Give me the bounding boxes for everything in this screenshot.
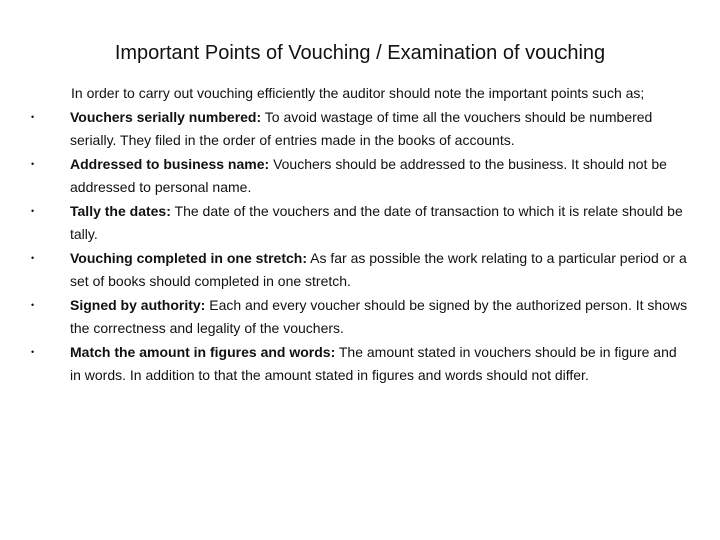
point-heading: Match the amount in figures and words:	[70, 343, 336, 360]
list-item	[26, 294, 690, 341]
point-text: The amount stated in vouchers should be in figure and in words. In addition to that the amount stated in figures and words should not differ.	[70, 343, 677, 383]
point-heading: Addressed to business name:	[70, 155, 270, 172]
list-item	[26, 247, 690, 294]
list-item	[26, 341, 690, 388]
intro-paragraph: In order to carry out vouching efficiently the auditor should note the important points such as;	[71, 85, 645, 101]
bullet-icon: •	[31, 252, 35, 263]
point-heading: Signed by authority:	[70, 296, 206, 313]
point-text: Vouchers should be addressed to the business. It should not be addressed to personal name.	[70, 155, 667, 195]
bullet-icon: •	[31, 158, 35, 169]
bullet-icon: •	[31, 346, 35, 357]
point-heading: Tally the dates:	[70, 202, 171, 219]
list-item	[26, 106, 690, 153]
slide-title: Important Points of Vouching / Examination of vouching	[114, 42, 606, 64]
list-item	[26, 200, 690, 247]
point-text: The date of the vouchers and the date of transaction to which it is relate should be tally.	[70, 202, 683, 242]
bullet-icon: •	[31, 205, 35, 216]
bullet-icon: •	[31, 111, 35, 122]
point-text: To avoid wastage of time all the vouchers should be numbered serially. They filed in the order of entries made in the books of accounts.	[70, 108, 653, 148]
bullet-icon: •	[31, 299, 35, 310]
points-list	[26, 106, 690, 388]
list-item	[26, 153, 690, 200]
point-heading: Vouching completed in one stretch:	[70, 249, 307, 266]
point-text: As far as possible the work relating to a particular period or a set of books should completed in one stretch.	[70, 249, 687, 289]
point-heading: Vouchers serially numbered:	[70, 108, 262, 125]
slide-content	[26, 82, 690, 388]
point-text: Each and every voucher should be signed by the authorized person. It shows the correctness and legality of the vouchers.	[70, 296, 688, 336]
